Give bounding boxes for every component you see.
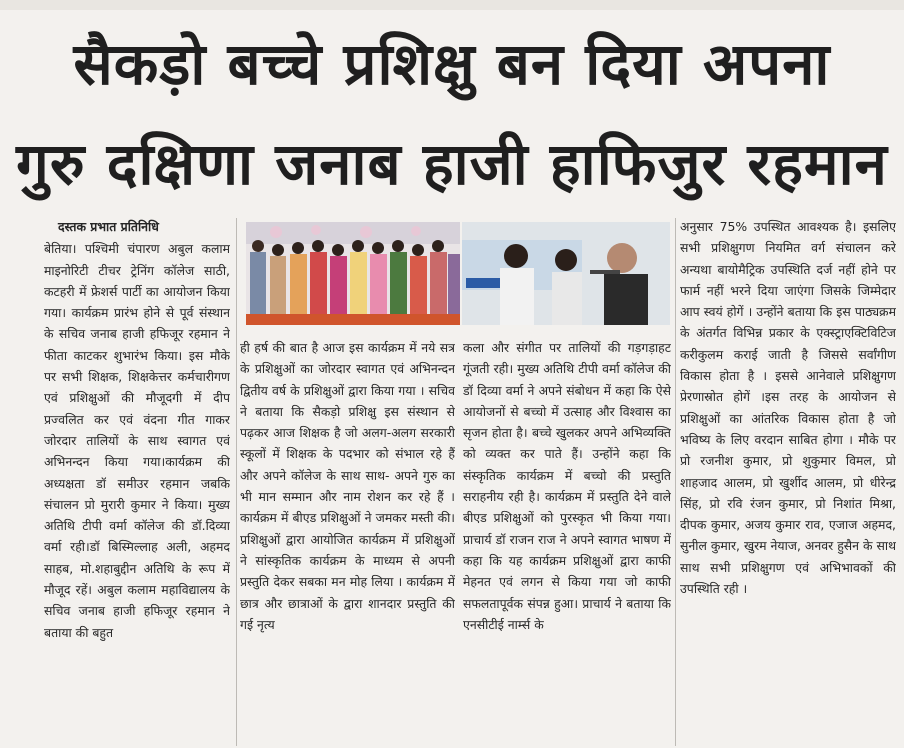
headline-line-2: गुरु दक्षिणा जनाब हाजी हाफिजुर रहमान: [16, 130, 888, 198]
column-4-text: अनुसार 75% उपस्थित आवश्यक है। इसलिए सभी प्रशिक्षुगण नियमित वर्ग संचालन करे अन्यथा बायोमैट्रिक उपस्थिति दर्ज नहीं होने पर फार्म नहीं भरने दिया जाएंगा जिसके जिम्मेदार आप स्वयं होगें । उन्होंने बताया कि इस पाठ्यक्रम के अंतर्गत विभिन्न प्रकार के एक्स्ट्राएक्टिविटिज करीकुलम कराई जाती है जिससे सर्वांगीण विकास होता है । इससे आनेवाले प्रशिक्षुगण प्रेरणास्रोत होगें ।इस तरह के आयोजन से प्रशिक्षुओं का आंतरिक विकास होता है जो भविष्य के लिए वरदान साबित होगा । मौके पर प्रो रजनीश कुमार, प्रो शुकुमार विमल, प्रो शाहजाद आलम, प्रो खुर्शीद आलम, प्रो धीरेन्द्र सिंह, प्रो रवि रंजन कुमार, प्रो निशांत मिश्रा, दीपक कुमार, अजय कुमार राव, एजाज अहमद, सुनील कुमार, खुरम नेयाज, अनवर हुसैन के साथ साथ सभी प्रशिक्षुगण एवं अभिभावकों की उपस्थिति रही ।: [680, 219, 896, 597]
column-divider: [675, 218, 676, 746]
column-2-text: ही हर्ष की बात है आज इस कार्यक्रम में नये सत्र के प्रशिक्षुओं का जोरदार स्वागत एवं अभिनन्दन द्वितीय वर्ष के प्रशिक्षुओं द्वारा किया गया । सचिव ने बताया कि सैकड़ो प्रशिक्षु इस संस्थान से पढ़कर आज शिक्षक है जो अलग-अलग सरकारी स्कूलों में शिक्षक के पदभार को संभाल रहे हैं और अपने कॉलेज के साथ साथ- अपने गुरु का भी मान सम्मान और नाम रोशन कर रहे हैं । कार्यक्रम में बीएड प्रशिक्षुओं ने जमकर मस्ती की। प्रशिक्षुओं द्वारा आयोजित कार्यक्रम में प्रशिक्षुओं ने सांस्कृतिक कार्यक्रम के माध्यम से अपनी प्रस्तुति देकर सबका मन मोह लिया । कार्यक्रम में छात्र और छात्राओं के द्वारा शानदार प्रस्तुति की गई नृत्य: [240, 340, 455, 632]
article-column-2: [240, 337, 455, 747]
event-photo-speaker: [462, 222, 670, 325]
byline: दस्तक प्रभात प्रतिनिधि: [58, 219, 159, 234]
column-divider: [236, 218, 237, 746]
speaker-photo-graphic: [462, 222, 670, 325]
article-column-4: [680, 216, 896, 746]
article-column-1: [8, 216, 230, 746]
column-3-text: कला और संगीत पर तालियों की गड़गड़ाहट गूंजती रही। मुख्य अतिथि टीपी वर्मा कॉलेज की डॉ दिव्या वर्मा ने अपने संबोधन में कहा कि ऐसे आयोजनों से बच्चो में उत्साह और विश्वास का सृजन होता है। बच्चे खुलकर अपने अभिव्यक्ति को व्यक्त कर पाते हैं। उन्होंने कहा कि संस्कृतिक कार्यक्रम में बच्चो की प्रस्तुति सराहनीय रही है। कार्यक्रम में प्रस्तुति देने वाले बीएड प्रशिक्षुओं को पुरस्कृत भी किया गया।प्राचार्य डॉ राजन राज ने अपने स्वागत भाषण में कहा कि यह कार्यक्रम प्रशिक्षुओं द्वारा काफी मेहनत एवं लगन से किया गया जो काफी सफलतापूर्वक संपन्न हुआ। प्राचार्य ने बताया कि एनसीटीई नार्म्स के: [463, 340, 671, 632]
previous-text-strip: [0, 0, 904, 10]
headline-line-1: सैकड़ो बच्चे प्रशिक्षु बन दिया अपना: [73, 30, 831, 98]
event-photo-stage: [246, 222, 460, 325]
stage-photo-graphic: [246, 222, 460, 325]
column-1-text: बेतिया। पश्चिमी चंपारण अबुल कलाम माइनोरिटी टीचर ट्रेनिंग कॉलेज साठी, कटहरी में फ्रेशर्स पार्टी का आयोजन किया गया। कार्यक्रम प्रारंभ होने से पूर्व संस्थान के सचिव जनाब हाजी हफिजूर रहमान ने फीता काटकर शुभारंभ किया। इस मौके पर सभी शिक्षक, शिक्षकेत्तर कर्मचारीगण एवं प्रशिक्षुओं की मौजूदगी में दीप प्रज्वलित कर एवं वंदना गीत गाकर जोरदार तालियों के साथ स्वागत एवं अभिनन्दन किया गया।कार्यक्रम की अध्यक्षता डॉ समीउर रहमान जबकि संचालन प्रो मुरारी कुमार ने किया। मुख्य अतिथि टीपी वर्मा कॉलेज की डॉ.दिव्या वर्मा रही।डॉ बिस्मिल्लाह अली, अहमद साहब, मो.शहाबुद्दीन अतिथि के रूप में मौजूद रहें। अबुल कलाम महाविद्यालय के सचिव जनाब हाजी हफिजूर रहमान ने बताया की बहुत: [44, 241, 230, 640]
article-column-3: [463, 337, 671, 747]
